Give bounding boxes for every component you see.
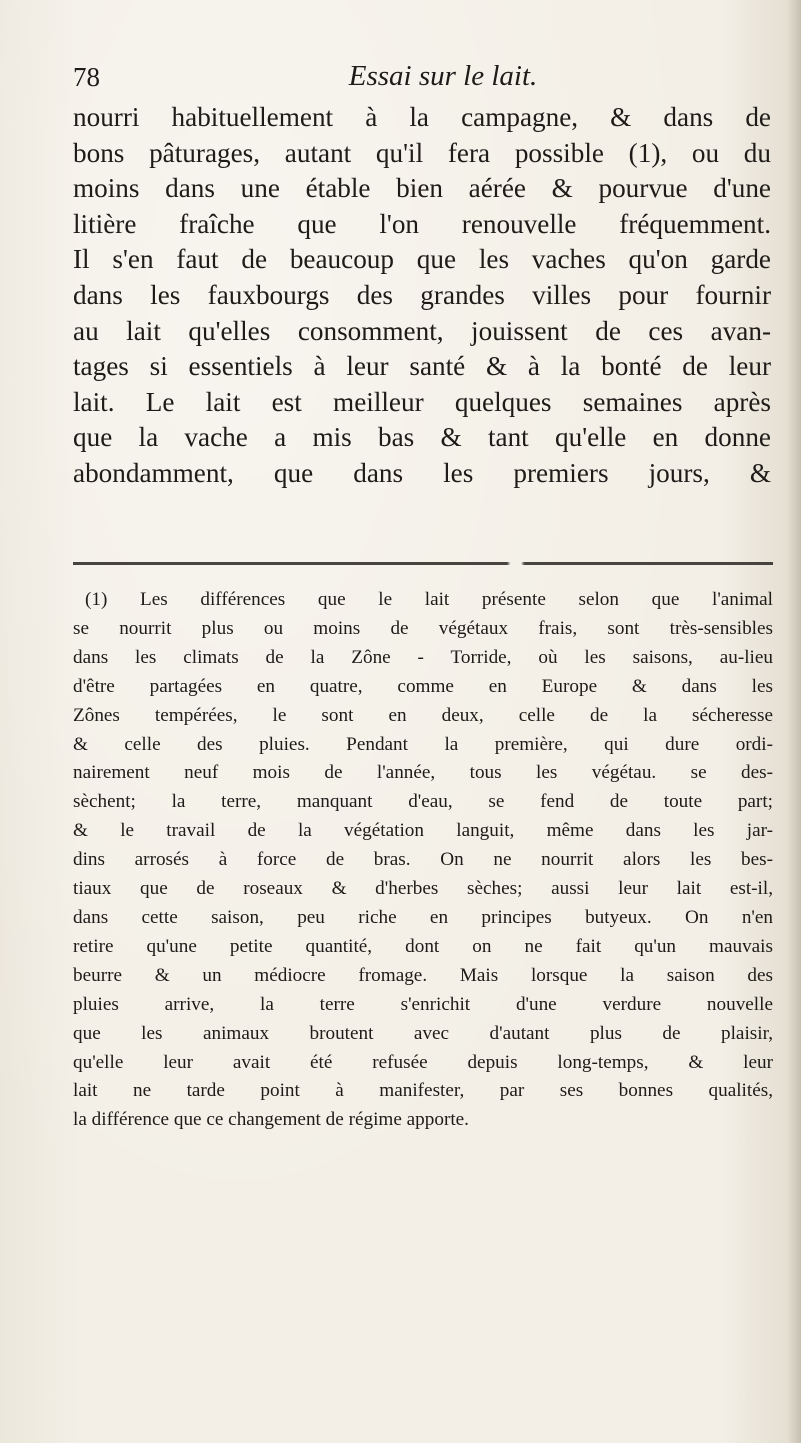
text-line: abondamment, que dans les premiers jours, & — [73, 457, 771, 488]
footnote-line: qu'elle leur avait été refusée depuis long-temps, & leur — [73, 1051, 773, 1073]
footnote-line: d'être partagées en quatre, comme en Europe & dans les — [73, 675, 773, 697]
footnote-line: dins arrosés à force de bras. On ne nourrit alors les bes- — [73, 849, 773, 871]
text-line: au lait qu'elles consomment, jouissent de ces avan- — [73, 315, 771, 346]
footnote-line: dans cette saison, peu riche en principes butyeux. On n'en — [73, 906, 773, 928]
footnote-line: sèchent; la terre, manquant d'eau, se fend de toute part; — [73, 791, 773, 813]
footnote-line: pluies arrive, la terre s'enrichit d'une verdure nouvelle — [73, 993, 773, 1015]
running-title: Essai sur le lait. — [348, 60, 538, 92]
page-edge-shadow — [787, 0, 801, 1443]
footnote-line: & celle des pluies. Pendant la première, qui dure ordi- — [73, 733, 773, 755]
text-line: litière fraîche que l'on renouvelle fréquemment. — [73, 208, 771, 239]
footnote-line: lait ne tarde point à manifester, par ses bonnes qualités, — [73, 1080, 773, 1102]
footnote-line: (1) Les différences que le lait présente selon que l'animal — [85, 589, 773, 610]
footnote-line: nairement neuf mois de l'année, tous les végétau. se des- — [73, 762, 773, 784]
footnote-line: que les animaux broutent avec d'autant plus de plaisir, — [73, 1022, 773, 1044]
footnote-line: tiaux que de roseaux & d'herbes sèches; aussi leur lait est-il, — [73, 878, 773, 900]
footnote-line: Zônes tempérées, le sont en deux, celle de la sécheresse — [73, 704, 773, 726]
footnote-divider — [73, 562, 773, 565]
text-line: que la vache a mis bas & tant qu'elle en donne — [73, 422, 771, 453]
footnote-line: se nourrit plus ou moins de végétaux frais, sont très-sensibles — [73, 617, 773, 639]
text-line: lait. Le lait est meilleur quelques semaines après — [73, 386, 771, 417]
footnote — [73, 586, 773, 1135]
text-line: bons pâturages, autant qu'il fera possible (1), ou du — [73, 137, 771, 168]
text-line: moins dans une étable bien aérée & pourvue d'une — [73, 173, 771, 204]
footnote-line: beurre & un médiocre fromage. Mais lorsque la saison des — [73, 964, 773, 986]
text-line: tages si essentiels à leur santé & à la bonté de leur — [73, 351, 771, 382]
footnote-line: & le travail de la végétation languit, même dans les jar- — [73, 820, 773, 842]
footnote-line: retire qu'une petite quantité, dont on ne fait qu'un mauvais — [73, 935, 773, 957]
text-line: dans les fauxbourgs des grandes villes pour fournir — [73, 279, 771, 310]
page-number: 78 — [73, 62, 100, 92]
footnote-line: dans les climats de la Zône - Torride, où les saisons, au-lieu — [73, 646, 773, 668]
text-line: nourri habituellement à la campagne, & dans de — [73, 102, 771, 132]
footnote-line: la différence que ce changement de régime apporte. — [73, 1109, 469, 1131]
text-line: Il s'en faut de beaucoup que les vaches qu'on garde — [73, 244, 771, 275]
running-head — [73, 62, 773, 102]
main-text — [73, 100, 771, 492]
